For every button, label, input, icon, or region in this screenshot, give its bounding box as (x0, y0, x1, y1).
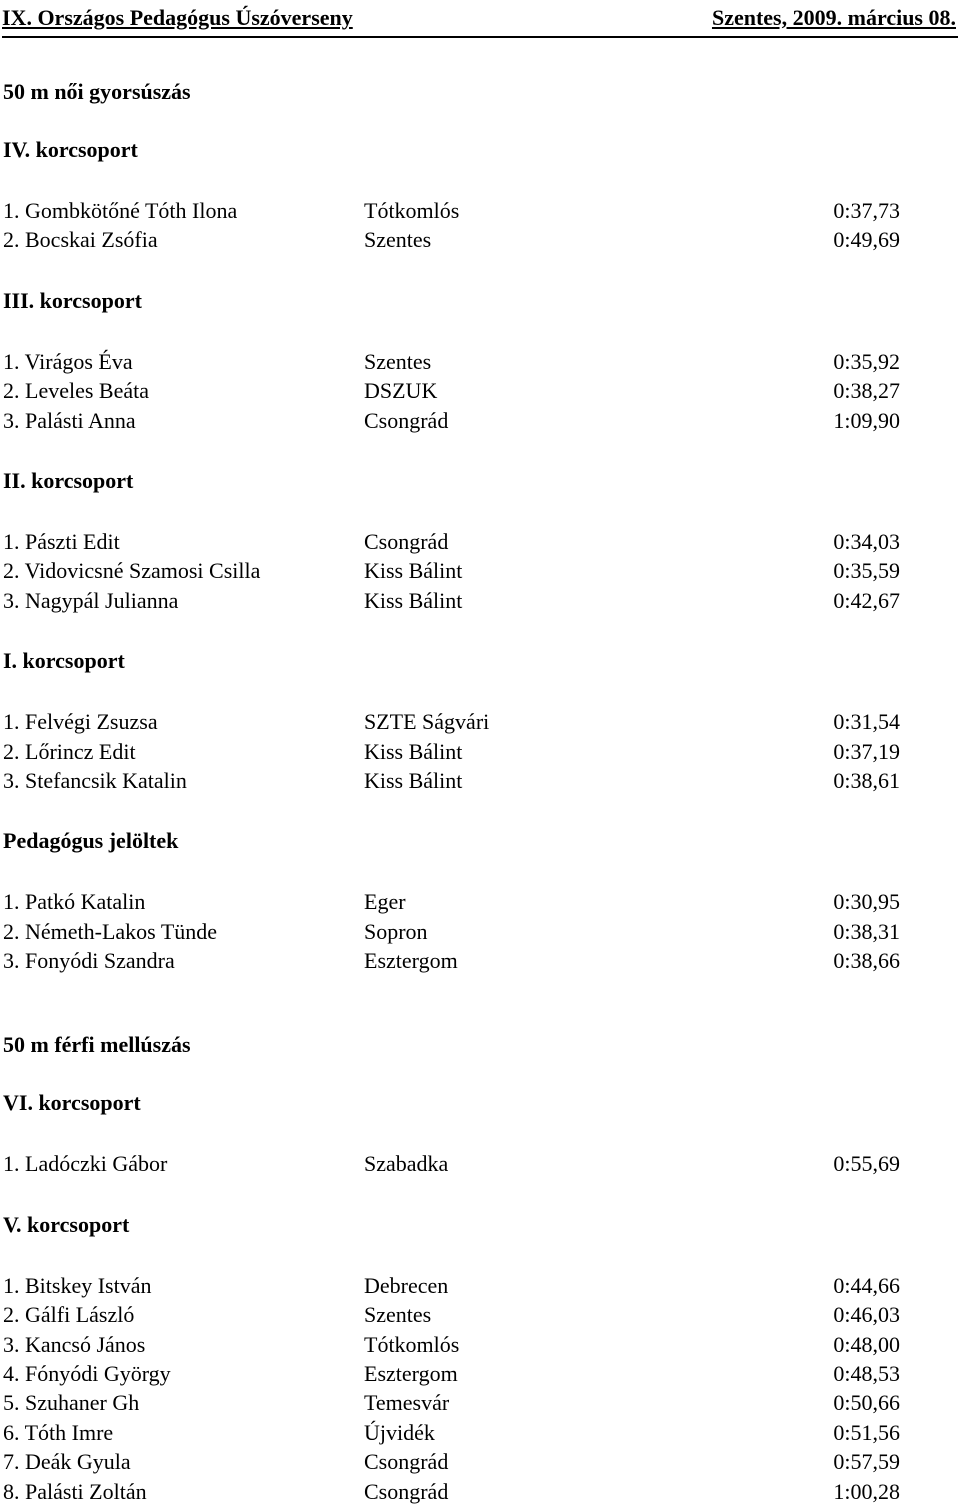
result-time: 0:50,66 (833, 1390, 900, 1416)
result-time: 0:34,03 (833, 528, 900, 554)
competitor-name: 7. Deák Gyula (3, 1449, 131, 1475)
result-time: 0:49,69 (833, 227, 900, 253)
competitor-name: 4. Fónyódi György (3, 1361, 171, 1387)
result-time: 1:00,28 (833, 1478, 900, 1504)
result-row (3, 1418, 903, 1447)
result-row (3, 1149, 903, 1178)
competitor-club: Szabadka (364, 1151, 449, 1177)
competitor-name: 1. Felvégi Zsuzsa (3, 709, 158, 735)
competitor-club: Sopron (364, 918, 428, 944)
competitor-club: DSZUK (364, 378, 438, 404)
result-row (3, 1359, 903, 1388)
competitor-club: Kiss Bálint (364, 767, 463, 793)
competitor-club: Kiss Bálint (364, 738, 463, 764)
competitor-club: Újvidék (364, 1419, 435, 1445)
age-group-title: VI. korcsoport (3, 1090, 141, 1116)
page-header (2, 0, 958, 38)
competition-title: IX. Országos Pedagógus Úszóverseny (2, 5, 353, 30)
result-row (3, 1300, 903, 1329)
competitor-club: Kiss Bálint (364, 587, 463, 613)
result-time: 0:48,00 (833, 1331, 900, 1357)
event-section (3, 80, 903, 975)
competitor-name: 2. Gálfi László (3, 1302, 135, 1328)
competitor-club: Tótkomlós (364, 1331, 460, 1357)
competitor-club: Szentes (364, 227, 432, 253)
result-row (3, 376, 903, 405)
result-time: 0:44,66 (833, 1272, 900, 1298)
competitor-club: Esztergom (364, 948, 458, 974)
competitor-club: Kiss Bálint (364, 558, 463, 584)
competitor-club: Eger (364, 889, 406, 915)
result-row (3, 1388, 903, 1417)
competitor-name: 3. Palásti Anna (3, 407, 136, 433)
result-row (3, 1477, 903, 1506)
competitor-club: Tótkomlós (364, 198, 460, 223)
age-group-title: IV. korcsoport (3, 137, 138, 162)
competitor-name: 2. Németh-Lakos Tünde (3, 918, 218, 944)
competitor-club: Csongrád (364, 528, 449, 554)
competitor-name: 2. Leveles Beáta (3, 378, 149, 404)
result-row (3, 917, 903, 946)
result-time: 0:51,56 (833, 1419, 900, 1445)
result-row (3, 887, 903, 916)
competitor-club: Csongrád (364, 1478, 449, 1504)
age-group-title: Pedagógus jelöltek (3, 828, 179, 854)
result-time: 0:46,03 (833, 1302, 900, 1328)
competitor-name: 8. Palásti Zoltán (3, 1478, 147, 1504)
competitor-club: Esztergom (364, 1361, 458, 1387)
result-row (3, 946, 903, 975)
result-time: 0:38,61 (833, 767, 900, 793)
age-group-title: II. korcsoport (3, 467, 134, 493)
competitor-name: 6. Tóth Imre (3, 1419, 114, 1445)
result-row (3, 1271, 903, 1300)
competitor-club: SZTE Ságvári (364, 709, 490, 735)
result-time: 0:30,95 (833, 889, 900, 915)
competitor-name: 1. Virágos Éva (3, 348, 133, 374)
result-row (3, 527, 903, 556)
competitor-name: 2. Lőrincz Edit (3, 738, 136, 764)
event-section (3, 1033, 903, 1506)
competitor-club: Debrecen (364, 1272, 449, 1298)
result-row (3, 1447, 903, 1476)
age-group-title: I. korcsoport (3, 648, 125, 674)
result-row (3, 586, 903, 615)
competitor-name: 2. Vidovicsné Szamosi Csilla (3, 558, 261, 584)
result-row (3, 406, 903, 435)
result-row (3, 225, 903, 254)
competition-place-date: Szentes, 2009. március 08. (711, 5, 956, 30)
competitor-name: 5. Szuhaner Gh (3, 1390, 140, 1416)
results-body (3, 80, 903, 1506)
competitor-name: 1. Ladóczki Gábor (3, 1151, 168, 1177)
competitor-name: 1. Pászti Edit (3, 528, 120, 554)
result-row (3, 707, 903, 736)
competitor-name: 2. Bocskai Zsófia (3, 227, 158, 253)
competitor-name: 3. Nagypál Julianna (3, 587, 179, 613)
competitor-club: Csongrád (364, 1449, 449, 1475)
result-row (3, 196, 903, 225)
result-time: 0:35,59 (833, 558, 900, 584)
event-title: 50 m férfi mellúszás (3, 1032, 191, 1058)
competitor-club: Szentes (364, 348, 432, 374)
result-time: 0:38,27 (833, 378, 900, 404)
result-time: 0:38,31 (833, 918, 900, 944)
result-time: 0:55,69 (833, 1151, 900, 1177)
event-title: 50 m női gyorsúszás (3, 79, 191, 104)
result-row (3, 556, 903, 585)
age-group-title: III. korcsoport (3, 287, 142, 313)
competitor-name: 3. Fonyódi Szandra (3, 948, 175, 974)
competitor-club: Temesvár (364, 1390, 450, 1416)
result-time: 0:31,54 (833, 709, 900, 735)
result-time: 1:09,90 (833, 407, 900, 433)
result-time: 0:35,92 (833, 348, 900, 374)
result-time: 0:37,19 (833, 738, 900, 764)
result-time: 0:42,67 (833, 587, 900, 613)
competitor-name: 1. Gombkötőné Tóth Ilona (3, 198, 238, 223)
result-row (3, 347, 903, 376)
competitor-club: Csongrád (364, 407, 449, 433)
competitor-name: 1. Bitskey István (3, 1272, 152, 1298)
result-time: 0:57,59 (833, 1449, 900, 1475)
result-row (3, 1330, 903, 1359)
result-time: 0:38,66 (833, 948, 900, 974)
competitor-club: Szentes (364, 1302, 432, 1328)
competitor-name: 1. Patkó Katalin (3, 889, 146, 915)
competitor-name: 3. Kancsó János (3, 1331, 146, 1357)
result-row (3, 766, 903, 795)
result-time: 0:48,53 (833, 1361, 900, 1387)
result-time: 0:37,73 (833, 198, 900, 223)
age-group-title: V. korcsoport (3, 1211, 130, 1237)
result-row (3, 737, 903, 766)
competitor-name: 3. Stefancsik Katalin (3, 767, 187, 793)
